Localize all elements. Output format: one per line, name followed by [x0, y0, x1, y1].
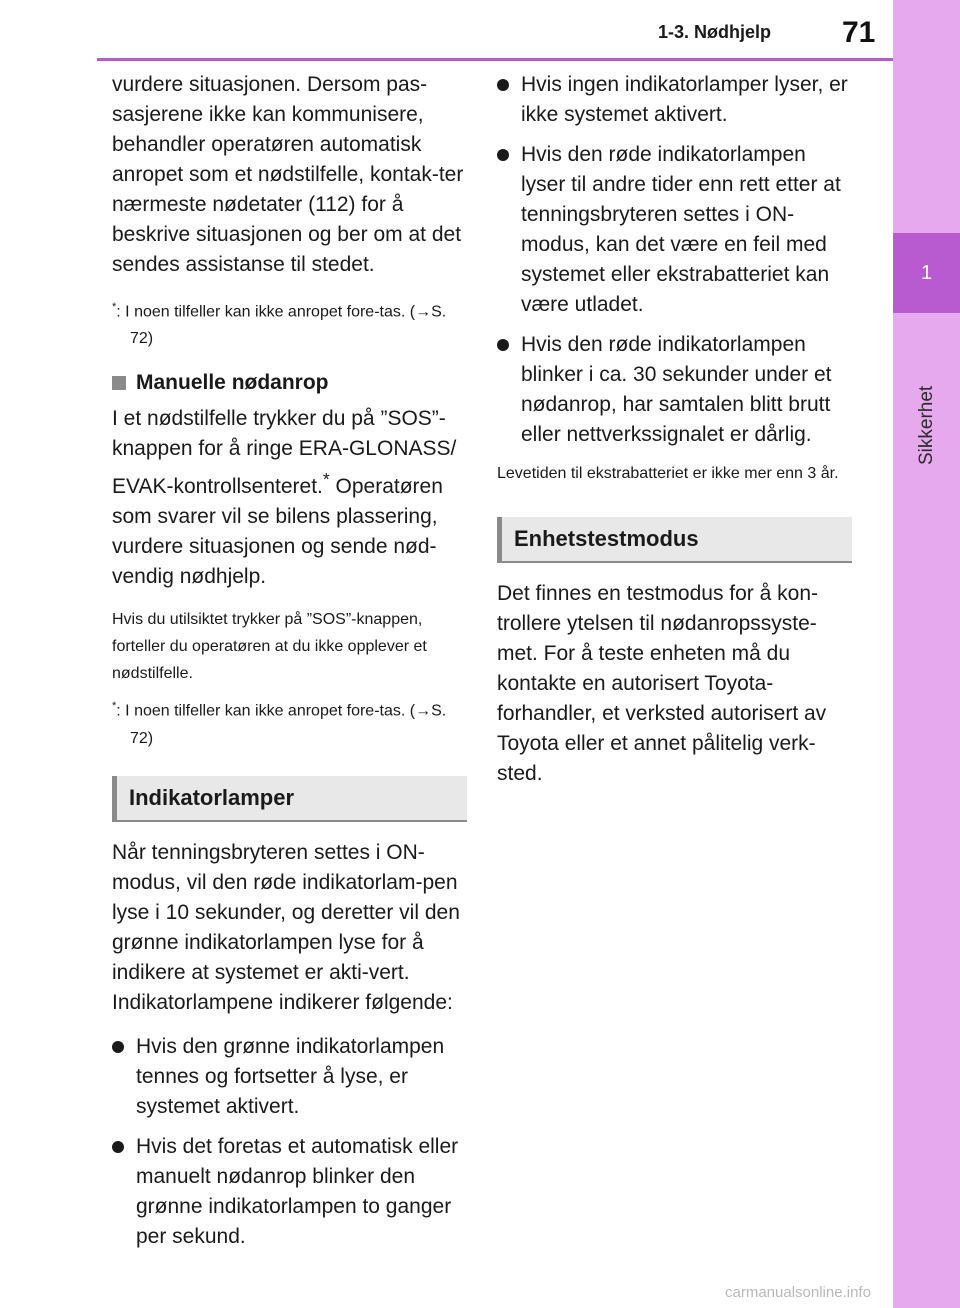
chapter-title: 1-3. Nødhjelp [658, 22, 772, 42]
footnote-text: : I noen tilfeller kan ikke anropet fore-tas. (→S. 72) [116, 702, 447, 747]
list-item-text: Hvis den røde indikatorlampen lyser til andre tider enn rett etter at tenningsbryteren settes i ON-modus, kan det være en feil med systemet eller ekstrabatteriet kan være utladet. [521, 143, 841, 316]
chapter-side-tab [893, 0, 960, 1308]
bullet-dot-icon [112, 1041, 124, 1053]
indicator-paragraph: Når tenningsbryteren settes i ON-modus, vil den røde indikatorlam-pen lyse i 10 sekunder, og deretter vil den grønne indikatorlampen lyse for å indikere at systemet er akti-vert. Indikatorlampene indikerer følgende: [112, 840, 460, 1014]
header-divider [97, 58, 893, 61]
test-paragraph: Det finnes en testmodus for å kon-trollere ytelsen til nødanropssyste-met. For å teste enheten må du kontakte en autorisert Toyota-forhandler, et verksted autorisert av Toyota eller et annet pålitelig verk-sted. [497, 582, 827, 785]
bullet-dot-icon [497, 149, 509, 161]
list-item-text: Hvis den røde indikatorlampen blinker i ca. 30 sekunder under et nødanrop, har samtalen blitt brutt eller nettverkssignalet er dårlig. [521, 333, 832, 446]
list-item [497, 140, 852, 320]
chapter-number: 1 [920, 262, 933, 284]
bullet-dot-icon [497, 79, 509, 91]
list-item [497, 70, 852, 130]
list-item [112, 1132, 467, 1252]
chapter-label: Sikkerhet [916, 385, 937, 465]
manual-text-2: Operatøren som svarer vil se bilens plassering, vurdere situasjonen og sende nød-vendig nødhjelp. [112, 475, 443, 589]
intro-paragraph: vurdere situasjonen. Dersom pas-sasjerene ikke kan kommunisere, behandler operatøren automatisk anropet som et nødstilfelle, kontak-ter nærmeste nødetater (112) for å beskrive situasjonen og ber om at det sendes assistanse til stedet. [112, 73, 464, 276]
footnote-mark: * [112, 700, 117, 713]
footnote-text: : I noen tilfeller kan ikke anropet fore-tas. (→S. 72) [116, 303, 447, 348]
footnote [112, 294, 467, 352]
footnote [112, 693, 467, 751]
battery-note: Levetiden til ekstrabatteriet er ikke mer enn 3 år. [497, 465, 839, 482]
list-item-text: Hvis den grønne indikatorlampen tennes og fortsetter å lyse, er systemet aktivert. [136, 1034, 445, 1118]
right-column [497, 70, 852, 803]
footnote-mark: * [322, 469, 330, 490]
bullet-dot-icon [112, 1141, 124, 1153]
bullet-dot-icon [497, 339, 509, 351]
list-item-text: Hvis ingen indikatorlamper lyser, er ikke systemet aktivert. [521, 73, 848, 126]
watermark: carmanualsonline.info [725, 1284, 871, 1301]
section-heading-test: Enhetstestmodus [497, 517, 852, 563]
list-item [112, 1032, 467, 1122]
square-bullet-icon [112, 376, 126, 390]
section-heading-indicator: Indikatorlamper [112, 776, 467, 822]
manual-paragraph [112, 404, 467, 592]
page-number: 71 [842, 16, 876, 49]
manual-text-1: I et nødstilfelle trykker du på ”SOS”-knappen for å ringe ERA-GLONASS/ EVAK-kontrollsenteret. [112, 407, 457, 499]
accidental-note: Hvis du utilsiktet trykker på ”SOS”-knappen, forteller du operatøren at du ikke opplever et nødstilfelle. [112, 611, 427, 683]
left-column [112, 70, 467, 1262]
footnote-mark: * [112, 301, 117, 313]
list-item [497, 330, 852, 450]
list-item-text: Hvis det foretas et automatisk eller manuelt nødanrop blinker den grønne indikatorlampen to ganger per sekund. [136, 1134, 459, 1248]
subheading-label: Manuelle nødanrop [136, 371, 329, 395]
subheading-manual [112, 368, 467, 398]
